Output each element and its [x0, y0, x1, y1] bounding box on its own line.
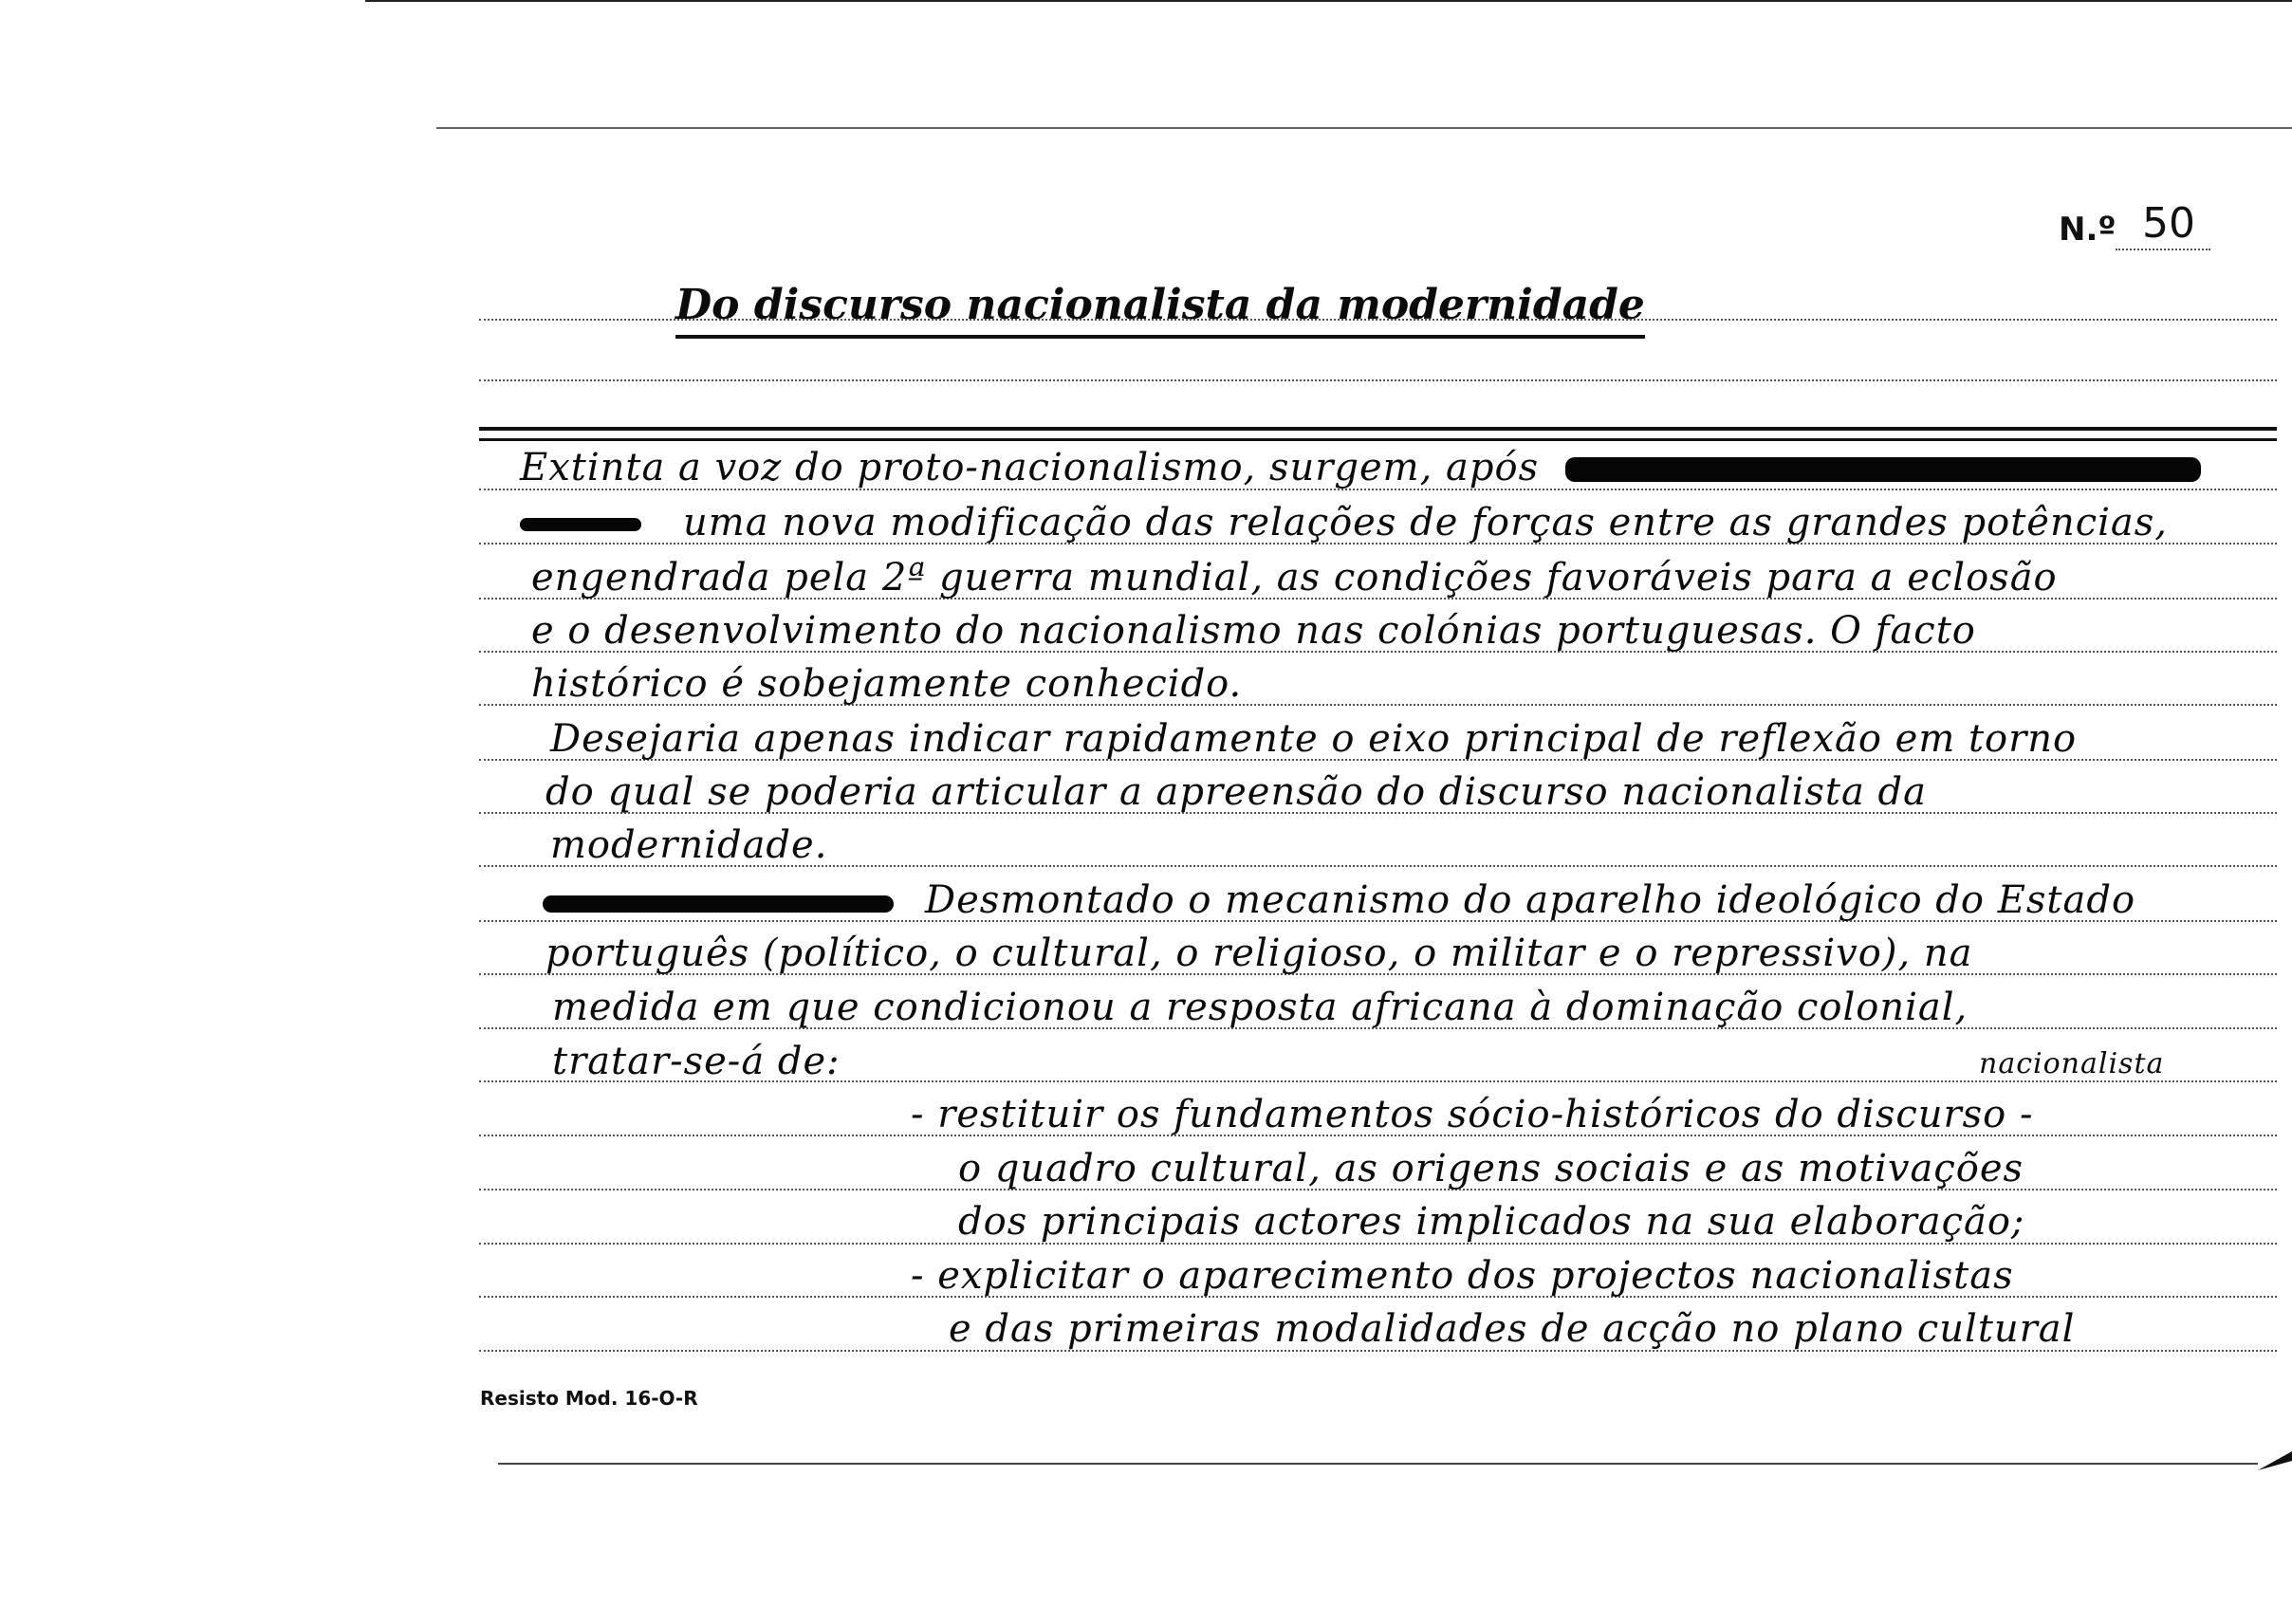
handwritten-line: uma nova modificação das relações de forças entre as grandes potências, [683, 501, 2169, 544]
handwritten-line: dos principais actores implicados na sua elaboração; [958, 1200, 2025, 1244]
redaction-mark [520, 518, 641, 531]
ruled-line [479, 379, 2277, 381]
heavy-header-rule [479, 427, 2277, 441]
handwritten-line: Extinta a voz do proto-nacionalismo, surgem, após [520, 446, 1540, 489]
handwritten-insertion: nacionalista [1979, 1047, 2165, 1080]
card-corner-mark [2258, 1423, 2292, 1480]
card-title: Do discurso nacionalista da modernidade [675, 281, 1645, 339]
redaction-mark [543, 895, 894, 913]
ruled-line [479, 319, 2277, 321]
handwritten-line: Desmontado o mecanismo do aparelho ideológico do Estado [925, 878, 2136, 922]
handwritten-line: histórico é sobejamente conhecido. [531, 662, 1243, 706]
redaction-mark [1565, 457, 2201, 482]
card-number-value: 50 [2142, 199, 2195, 248]
handwritten-line: Desejaria apenas indicar rapidamente o eixo principal de reflexão em torno [550, 717, 2078, 761]
handwritten-line: do qual se poderia articular a apreensão do discurso nacionalista da [545, 770, 1928, 814]
handwritten-line: o quadro cultural, as origens sociais e as motivações [958, 1147, 2024, 1190]
scan-top-edge [365, 0, 2292, 2]
handwritten-line: medida em que condicionou a resposta africana à dominação colonial, [552, 986, 1969, 1029]
handwritten-line: e das primeiras modalidades de acção no plano cultural [949, 1307, 2076, 1351]
scan-bottom-edge [498, 1463, 2258, 1465]
card-number-dots [2116, 249, 2210, 250]
handwritten-line: - explicitar o aparecimento dos projectos nacionalistas [911, 1254, 2014, 1298]
handwritten-line: engendrada pela 2ª guerra mundial, as condições favoráveis para a eclosão [531, 556, 2058, 600]
handwritten-line: português (político, o cultural, o religioso, o militar e o repressivo), na [545, 932, 1973, 975]
form-model-code: Resisto Mod. 16-O-R [480, 1387, 698, 1410]
card-number-label: N.º [2059, 211, 2116, 249]
scan-upper-edge [436, 127, 2292, 129]
handwritten-line: e o desenvolvimento do nacionalismo nas colónias portuguesas. O facto [531, 609, 1976, 653]
handwritten-line: - restituir os fundamentos sócio-históricos do discurso - [911, 1093, 2034, 1136]
handwritten-line: tratar-se-á de: [552, 1040, 841, 1083]
handwritten-line: modernidade. [550, 823, 828, 867]
